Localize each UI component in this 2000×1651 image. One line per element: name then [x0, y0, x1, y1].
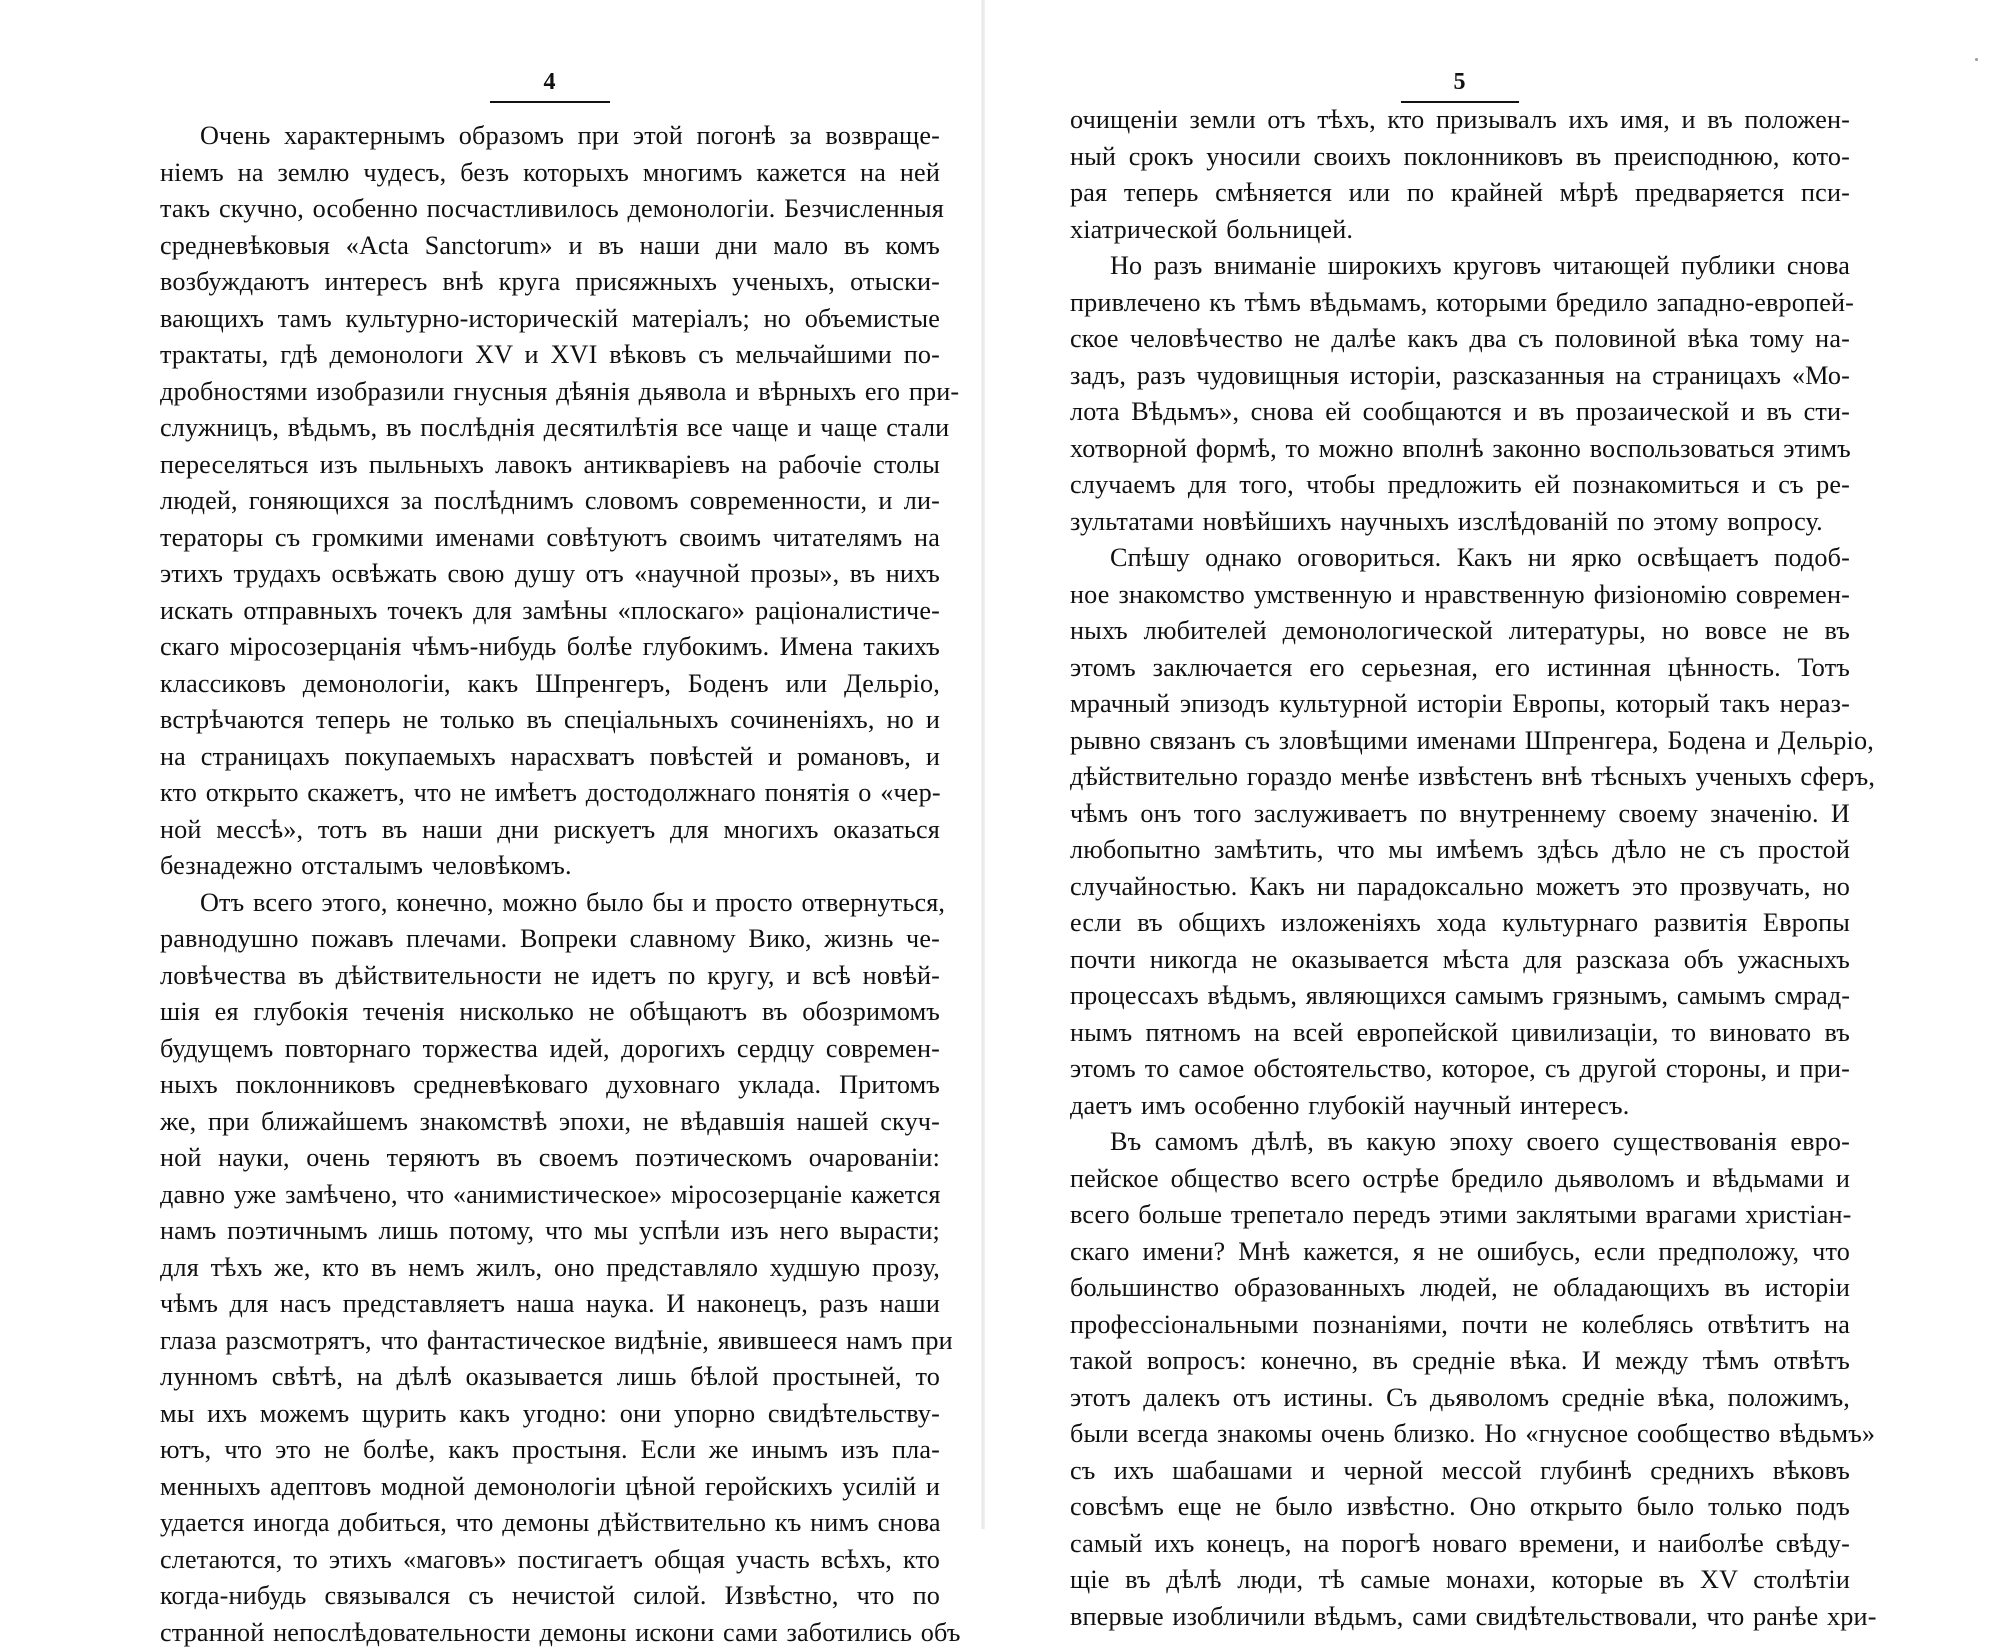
text-line: ловѣчества въ дѣйствительности не идетъ по кругу, и всѣ новѣй- — [160, 958, 940, 995]
text-line: лота Вѣдьмъ», снова ей сообщаются и въ прозаической и въ сти- — [1070, 394, 1850, 431]
text-line: дробностями изобразили гнусныя дѣянія дьявола и вѣрныхъ его при- — [160, 374, 940, 411]
text-line: искать отправныхъ точекъ для замѣны «плоскаго» раціоналистиче- — [160, 593, 940, 630]
text-line: возбуждаютъ интересъ внѣ круга присяжныхъ ученыхъ, отыски- — [160, 264, 940, 301]
text-line: странной непослѣдовательности демоны искони сами заботились объ — [160, 1615, 940, 1651]
text-line: хотворной формѣ, то можно вполнѣ законно воспользоваться этимъ — [1070, 431, 1850, 468]
text-line: ной науки, очень теряютъ въ своемъ поэтическомъ очарованіи: — [160, 1140, 940, 1177]
right-page-text — [1070, 102, 1850, 1635]
paragraph — [1070, 540, 1850, 1124]
text-line: задъ, разъ чудовищныя исторіи, разсказанныя на страницахъ «Мо- — [1070, 358, 1850, 395]
text-line: ныхъ поклонниковъ средневѣковаго духовнаго уклада. Притомъ — [160, 1067, 940, 1104]
text-line: ныхъ любителей демонологической литературы, но вовсе не въ — [1070, 613, 1850, 650]
text-line: средневѣковыя «Acta Sanctorum» и въ наши дни мало въ комъ — [160, 228, 940, 265]
text-line: зультатами новѣйшихъ научныхъ изслѣдованій по этому вопросу. — [1070, 504, 1850, 541]
left-page-text — [160, 118, 940, 1651]
right-page-number: 5 — [1454, 70, 1467, 94]
text-line: почти никогда не оказывается мѣста для разсказа объ ужасныхъ — [1070, 942, 1850, 979]
text-line: Спѣшу однако оговориться. Какъ ни ярко освѣщаетъ подоб- — [1070, 540, 1850, 577]
text-line: даетъ имъ особенно глубокій научный интересъ. — [1070, 1088, 1850, 1125]
left-page — [160, 70, 940, 1651]
text-line: лунномъ свѣтѣ, на дѣлѣ оказывается лишь бѣлой простыней, то — [160, 1359, 940, 1396]
text-line: Отъ всего этого, конечно, можно было бы и просто отвернуться, — [160, 885, 940, 922]
text-line: давно уже замѣчено, что «анимистическое» міросозерцаніе кажется — [160, 1177, 940, 1214]
text-line: были всегда знакомы очень близко. Но «гнусное сообщество вѣдьмъ» — [1070, 1416, 1850, 1453]
text-line: нымъ пятномъ на всей европейской цивилизаціи, то виновато въ — [1070, 1015, 1850, 1052]
paragraph — [160, 885, 940, 1651]
text-line: такъ скучно, особенно посчастливилось демонологіи. Безчисленныя — [160, 191, 940, 228]
right-page-header — [1070, 70, 1850, 118]
text-line: очищеніи земли отъ тѣхъ, кто призывалъ ихъ имя, и въ положен- — [1070, 102, 1850, 139]
text-line: ное знакомство умственную и нравственную физіономію современ- — [1070, 577, 1850, 614]
text-line: профессіональными познаніями, почти не колеблясь отвѣтитъ на — [1070, 1307, 1850, 1344]
text-line: рывно связанъ съ зловѣщими именами Шпренгера, Бодена и Дельріо, — [1070, 723, 1850, 760]
right-header-rule — [1401, 101, 1519, 103]
text-line: мы ихъ можемъ щурить какъ угодно: они упорно свидѣтельству- — [160, 1396, 940, 1433]
text-line: совсѣмъ еще не было извѣстно. Оно открыто было только подъ — [1070, 1489, 1850, 1526]
text-line: слетаются, то этихъ «маговъ» постигаетъ общая участь всѣхъ, кто — [160, 1542, 940, 1579]
text-line: шія ея глубокія теченія нисколько не обѣщаютъ въ обозримомъ — [160, 994, 940, 1031]
text-line: удается иногда добиться, что демоны дѣйствительно къ нимъ снова — [160, 1505, 940, 1542]
text-line: переселяться изъ пыльныхъ лавокъ антикваріевъ на рабочіе столы — [160, 447, 940, 484]
text-line: самый ихъ конецъ, на порогѣ новаго времени, и наиболѣе свѣду- — [1070, 1526, 1850, 1563]
page-speck — [1975, 58, 1978, 61]
paragraph — [1070, 1124, 1850, 1635]
text-line: такой вопросъ: конечно, въ средніе вѣка. И между тѣмъ отвѣтъ — [1070, 1343, 1850, 1380]
text-line: впервые изобличили вѣдьмъ, сами свидѣтельствовали, что ранѣе хри- — [1070, 1599, 1850, 1636]
text-line: ютъ, что это не болѣе, какъ простыня. Если же инымъ изъ пла- — [160, 1432, 940, 1469]
text-line: привлечено къ тѣмъ вѣдьмамъ, которыми бредило западно-европей- — [1070, 285, 1850, 322]
text-line: на страницахъ покупаемыхъ нарасхватъ повѣстей и романовъ, и — [160, 739, 940, 776]
text-line: ніемъ на землю чудесъ, безъ которыхъ многимъ кажется на ней — [160, 155, 940, 192]
text-line: чѣмъ онъ того заслуживаетъ по внутреннему своему значенію. И — [1070, 796, 1850, 833]
text-line: случаемъ для того, чтобы предложить ей познакомиться и съ ре- — [1070, 467, 1850, 504]
left-page-number: 4 — [544, 70, 557, 94]
left-header-rule — [490, 101, 610, 103]
text-line: дѣйствительно гораздо менѣе извѣстенъ внѣ тѣсныхъ ученыхъ сферъ, — [1070, 759, 1850, 796]
text-line: людей, гоняющихся за послѣднимъ словомъ современности, и ли- — [160, 483, 940, 520]
book-gutter — [981, 0, 985, 1529]
paragraph — [1070, 248, 1850, 540]
text-line: если въ общихъ изложеніяхъ хода культурнаго развитія Европы — [1070, 905, 1850, 942]
text-line: любопытно замѣтить, что мы имѣемъ здѣсь дѣло не съ простой — [1070, 832, 1850, 869]
text-line: съ ихъ шабашами и черной мессой глубинѣ среднихъ вѣковъ — [1070, 1453, 1850, 1490]
text-line: классиковъ демонологіи, какъ Шпренгеръ, Боденъ или Дельріо, — [160, 666, 940, 703]
text-line: ной мессѣ», тотъ въ наши дни рискуетъ для многихъ оказаться — [160, 812, 940, 849]
left-page-header — [160, 70, 940, 118]
text-line: для тѣхъ же, кто въ немъ жилъ, оно представляло худшую прозу, — [160, 1250, 940, 1287]
text-line: равнодушно пожавъ плечами. Вопреки славному Вико, жизнь че- — [160, 921, 940, 958]
text-line: кто открыто скажетъ, что не имѣетъ достодолжнаго понятія о «чер- — [160, 775, 940, 812]
text-line: случайностью. Какъ ни парадоксально можетъ это прозвучать, но — [1070, 869, 1850, 906]
text-line: хіатрической больницей. — [1070, 212, 1850, 249]
text-line: встрѣчаются теперь не только въ спеціальныхъ сочиненіяхъ, но и — [160, 702, 940, 739]
text-line: этомъ то самое обстоятельство, которое, съ другой стороны, и при- — [1070, 1051, 1850, 1088]
text-line: менныхъ адептовъ модной демонологіи цѣной геройскихъ усилій и — [160, 1469, 940, 1506]
text-line: щіе въ дѣлѣ люди, тѣ самые монахи, которые въ XV столѣтіи — [1070, 1562, 1850, 1599]
text-line: чѣмъ для насъ представляетъ наша наука. И наконецъ, разъ наши — [160, 1286, 940, 1323]
text-line: этотъ далекъ отъ истины. Съ дьяволомъ средніе вѣка, положимъ, — [1070, 1380, 1850, 1417]
text-line: Очень характернымъ образомъ при этой погонѣ за возвраще- — [160, 118, 940, 155]
text-line: рая теперь смѣняется или по крайней мѣрѣ предваряется пси- — [1070, 175, 1850, 212]
text-line: мрачный эпизодъ культурной исторіи Европы, который такъ нераз- — [1070, 686, 1850, 723]
text-line: скаго имени? Мнѣ кажется, я не ошибусь, если предположу, что — [1070, 1234, 1850, 1271]
text-line: Но разъ вниманіе широкихъ круговъ читающей публики снова — [1070, 248, 1850, 285]
text-line: этихъ трудахъ освѣжать свою душу отъ «научной прозы», въ нихъ — [160, 556, 940, 593]
text-line: этомъ заключается его серьезная, его истинная цѣнность. Тотъ — [1070, 650, 1850, 687]
text-line: трактаты, гдѣ демонологи XV и XVI вѣковъ съ мельчайшими по- — [160, 337, 940, 374]
right-page — [1070, 70, 1850, 1635]
paragraph — [160, 118, 940, 885]
text-line: глаза разсмотрятъ, что фантастическое видѣніе, явившееся намъ при — [160, 1323, 940, 1360]
text-line: тераторы съ громкими именами совѣтуютъ своимъ читателямъ на — [160, 520, 940, 557]
text-line: служницъ, вѣдьмъ, въ послѣднія десятилѣтія все чаще и чаще стали — [160, 410, 940, 447]
text-line: процессахъ вѣдьмъ, являющихся самымъ грязнымъ, самымъ смрад- — [1070, 978, 1850, 1015]
text-line: же, при ближайшемъ знакомствѣ эпохи, не вѣдавшія нашей скуч- — [160, 1104, 940, 1141]
text-line: скаго міросозерцанія чѣмъ-нибудь болѣе глубокимъ. Имена такихъ — [160, 629, 940, 666]
text-line: всего больше трепетало передъ этими заклятыми врагами христіан- — [1070, 1197, 1850, 1234]
text-line: безнадежно отсталымъ человѣкомъ. — [160, 848, 940, 885]
paragraph — [1070, 102, 1850, 248]
text-line: ское человѣчество не далѣе какъ два съ половиной вѣка тому на- — [1070, 321, 1850, 358]
text-line: Въ самомъ дѣлѣ, въ какую эпоху своего существованія евро- — [1070, 1124, 1850, 1161]
text-line: пейское общество всего острѣе бредило дьяволомъ и вѣдьмами и — [1070, 1161, 1850, 1198]
text-line: намъ поэтичнымъ лишь потому, что мы успѣли изъ него вырасти; — [160, 1213, 940, 1250]
text-line: ный срокъ уносили своихъ поклонниковъ въ преисподнюю, кото- — [1070, 139, 1850, 176]
text-line: большинство образованныхъ людей, не обладающихъ въ исторіи — [1070, 1270, 1850, 1307]
text-line: когда-нибудь связывался съ нечистой силой. Извѣстно, что по — [160, 1578, 940, 1615]
text-line: будущемъ повторнаго торжества идей, дорогихъ сердцу современ- — [160, 1031, 940, 1068]
text-line: вающихъ тамъ культурно-историческій матеріалъ; но объемистые — [160, 301, 940, 338]
